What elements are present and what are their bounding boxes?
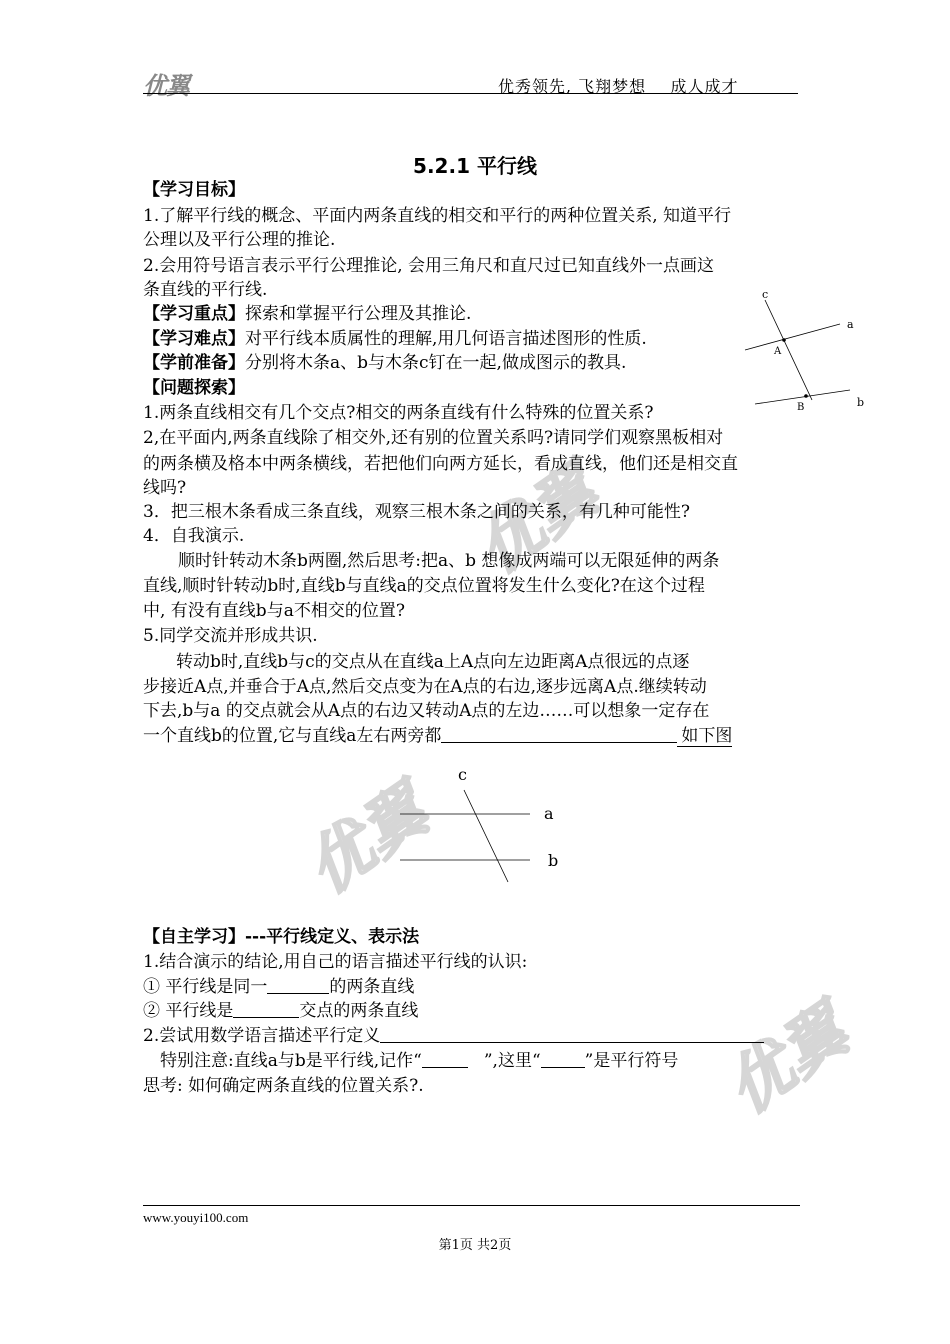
- answer-blank[interactable]: [422, 1049, 468, 1068]
- answer-blank[interactable]: [380, 1024, 764, 1043]
- footer-rule: [143, 1205, 800, 1206]
- key-point-text: 探索和掌握平行公理及其推论.: [245, 304, 472, 324]
- goals-line-3: 2.会用符号语言表示平行公理推论, 会用三角尺和直尺过已知直线外一点画这: [143, 256, 715, 276]
- explore-q5: 5.同学交流并形成共识.: [143, 626, 318, 646]
- self-study-s2: [143, 1023, 808, 1049]
- explore-q5a: 转动b时,直线b与c的交点从在直线a上A点向左边距离A点很远的点逐: [176, 652, 690, 672]
- explore-q3: 3．把三根木条看成三条直线，观察三根木条之间的关系，有几种可能性?: [143, 502, 690, 522]
- self-study-note: [160, 1048, 825, 1074]
- s1a-post: 的两条直线: [329, 977, 415, 997]
- line-c: [464, 790, 508, 882]
- answer-blank[interactable]: [441, 724, 677, 743]
- explore-q4c: 中, 有没有直线b与a不相交的位置?: [143, 601, 405, 621]
- answer-blank[interactable]: [267, 975, 329, 994]
- explore-q2b: 的两条横及格本中两条横线，若把他们向两方延长，看成直线，他们还是相交直: [143, 454, 738, 474]
- logo: 优翼: [143, 72, 189, 100]
- explore-q4: 4．自我演示.: [143, 526, 245, 546]
- prep-label: 【学前准备】: [143, 353, 245, 373]
- line-a: [745, 324, 840, 350]
- self-study-s1b: [143, 998, 808, 1024]
- footer-url[interactable]: www.youyi100.com: [143, 1210, 249, 1225]
- explore-q5c: 下去,b与a 的交点就会从A点的右边又转动A点的左边……可以想象一定存在: [143, 701, 710, 721]
- label-c: c: [458, 765, 467, 784]
- difficulty: [143, 326, 808, 352]
- explore-heading: 【问题探索】: [143, 378, 245, 398]
- explore-q2a: 2,在平面内,两条直线除了相交外,还有别的位置关系吗?请同学们观察黑板相对: [143, 428, 724, 448]
- prep: [143, 350, 808, 376]
- watermark: 优翼: [463, 453, 612, 588]
- explore-q5b: 步接近A点,并垂合于A点,然后交点变为在A点的右边,逐步远离A点.继续转动: [143, 677, 707, 697]
- explore-q5d-tail: 如下图: [677, 726, 732, 747]
- label-B: B: [797, 402, 805, 413]
- self-study-s1a: [143, 974, 808, 1000]
- explore-q2c: 线吗?: [143, 478, 187, 498]
- answer-blank[interactable]: [541, 1049, 585, 1068]
- self-study-think: 思考: 如何确定两条直线的位置关系?.: [143, 1076, 424, 1096]
- label-c: c: [762, 288, 769, 301]
- s1b-post: 交点的两条直线: [299, 1001, 419, 1021]
- note-mid: ”,这里“: [483, 1051, 541, 1071]
- explore-q4a: 顺时针转动木条b两圈,然后思考:把a、b 想像成两端可以无限延伸的两条: [178, 551, 720, 571]
- label-b: b: [857, 396, 865, 409]
- goals-line-2: 公理以及平行公理的推论.: [143, 230, 336, 250]
- s2-text: 2.尝试用数学语言描述平行定义: [143, 1026, 381, 1046]
- explore-q1: 1.两条直线相交有几个交点?相交的两条直线有什么特殊的位置关系?: [143, 403, 654, 423]
- prep-text: 分别将木条a、b与木条c钉在一起,做成图示的教具.: [245, 353, 627, 373]
- explore-q4b: 直线,顺时针转动b时,直线b与直线a的交点位置将发生什么变化?在这个过程: [143, 576, 705, 596]
- key-point-label: 【学习重点】: [143, 304, 245, 324]
- label-b: b: [548, 851, 559, 870]
- header-rule: [143, 93, 798, 94]
- difficulty-text: 对平行线本质属性的理解,用几何语言描述图形的性质.: [245, 329, 647, 349]
- answer-blank[interactable]: [233, 999, 299, 1018]
- self-study-s1: 1.结合演示的结论,用自己的语言描述平行线的认识:: [143, 952, 528, 972]
- note-post: ”是平行符号: [584, 1051, 679, 1071]
- s1a-pre: ① 平行线是同一: [143, 977, 268, 997]
- s1b-pre: ② 平行线是: [143, 1001, 234, 1021]
- figure-parallel-lines: [400, 760, 600, 890]
- page-number: 第1页 共2页: [438, 1238, 512, 1253]
- goals-heading: 【学习目标】: [143, 180, 245, 200]
- explore-q5d-text: 一个直线b的位置,它与直线a左右两旁都: [143, 726, 442, 746]
- label-A: A: [774, 346, 782, 357]
- watermark: 优翼: [713, 993, 862, 1128]
- note-pre: 特别注意:直线a与b是平行线,记作“: [160, 1051, 422, 1071]
- explore-q5d: [143, 723, 808, 749]
- goals-line-4: 条直线的平行线.: [143, 280, 268, 300]
- key-point: [143, 301, 808, 327]
- goals-line-1: 1.了解平行线的概念、平面内两条直线的相交和平行的两种位置关系, 知道平行: [143, 206, 732, 226]
- watermark: 优翼: [293, 773, 442, 908]
- label-a: a: [544, 804, 554, 823]
- label-a: a: [847, 318, 854, 331]
- difficulty-label: 【学习难点】: [143, 329, 245, 349]
- self-study-heading: 【自主学习】---平行线定义、表示法: [143, 927, 420, 947]
- point-A: [782, 338, 786, 342]
- page-title: 5.2.1 平行线: [413, 154, 537, 178]
- header-motto: 优秀领先, 飞翔梦想 成人成才: [498, 77, 739, 96]
